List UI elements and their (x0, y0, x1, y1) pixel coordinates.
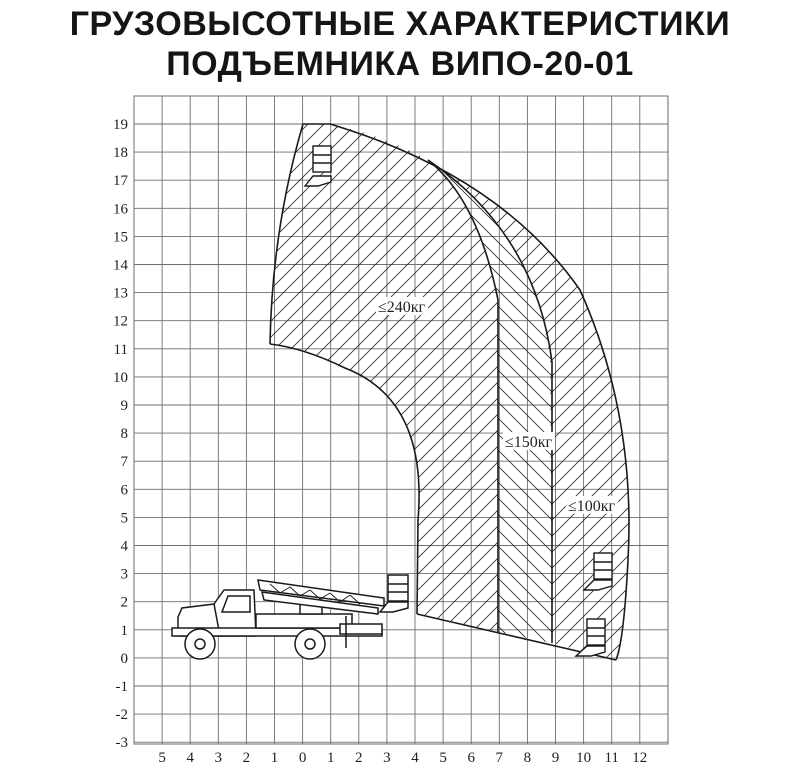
y-tick-label: 16 (113, 201, 128, 218)
y-tick-label: 13 (113, 285, 128, 302)
y-axis-ticks (113, 117, 129, 751)
x-tick-label: 12 (632, 750, 648, 766)
x-tick-label: 9 (551, 750, 560, 766)
y-tick-label: 18 (113, 145, 128, 162)
front-wheel-hub (195, 639, 205, 649)
y-tick-label: 9 (120, 398, 128, 414)
x-tick-label: 1 (270, 750, 279, 766)
x-tick-label: 2 (355, 750, 363, 766)
y-tick-label: -2 (115, 707, 128, 724)
y-tick-label: 10 (113, 369, 128, 386)
zone-label-240kg: ≤240кг (378, 299, 426, 316)
y-tick-label: 8 (120, 426, 128, 443)
y-tick-label: -3 (115, 735, 128, 752)
x-tick-label: 5 (439, 750, 447, 766)
title-line-2: ПОДЪЕМНИКА ВИПО-20-01 (166, 45, 634, 83)
y-tick-label: 11 (113, 341, 128, 358)
y-tick-label: 0 (120, 650, 128, 667)
x-tick-label: 3 (383, 750, 391, 766)
x-tick-label: 7 (495, 750, 504, 766)
rear-wheel-hub (305, 639, 315, 649)
title-line-1: ГРУЗОВЫСОТНЫЕ ХАРАКТЕРИСТИКИ (69, 5, 731, 43)
zone-label-150kg: ≤150кг (505, 434, 553, 451)
y-tick-label: 19 (113, 117, 128, 133)
y-tick-label: 7 (120, 454, 128, 471)
x-tick-label: 8 (523, 750, 532, 766)
x-tick-label: 4 (186, 750, 194, 766)
zone-label-100kg: ≤100кг (568, 498, 616, 515)
y-tick-label: 14 (113, 257, 128, 274)
truck-illustration (172, 575, 408, 659)
x-tick-label: 0 (298, 750, 307, 766)
truck-body (256, 614, 352, 628)
y-tick-label: 2 (120, 594, 128, 611)
x-tick-label: 5 (158, 750, 166, 766)
x-tick-label: 10 (576, 750, 592, 766)
y-tick-label: 12 (113, 313, 128, 330)
basket-icon-stowed (380, 575, 408, 612)
x-tick-label: 6 (467, 750, 475, 766)
x-tick-label: 11 (604, 750, 619, 766)
x-tick-label: 3 (214, 750, 223, 766)
y-tick-label: 5 (120, 510, 128, 527)
y-tick-label: 15 (113, 229, 128, 246)
y-tick-label: 6 (120, 482, 128, 499)
y-tick-label: 17 (113, 173, 128, 190)
y-tick-label: 4 (120, 538, 128, 555)
x-tick-label: 1 (326, 750, 335, 766)
y-tick-label: -1 (115, 679, 128, 695)
x-tick-label: 4 (411, 750, 419, 766)
x-axis-ticks (158, 750, 647, 766)
y-tick-label: 1 (120, 622, 128, 639)
x-tick-label: 2 (242, 750, 251, 766)
y-tick-label: 3 (120, 566, 128, 583)
